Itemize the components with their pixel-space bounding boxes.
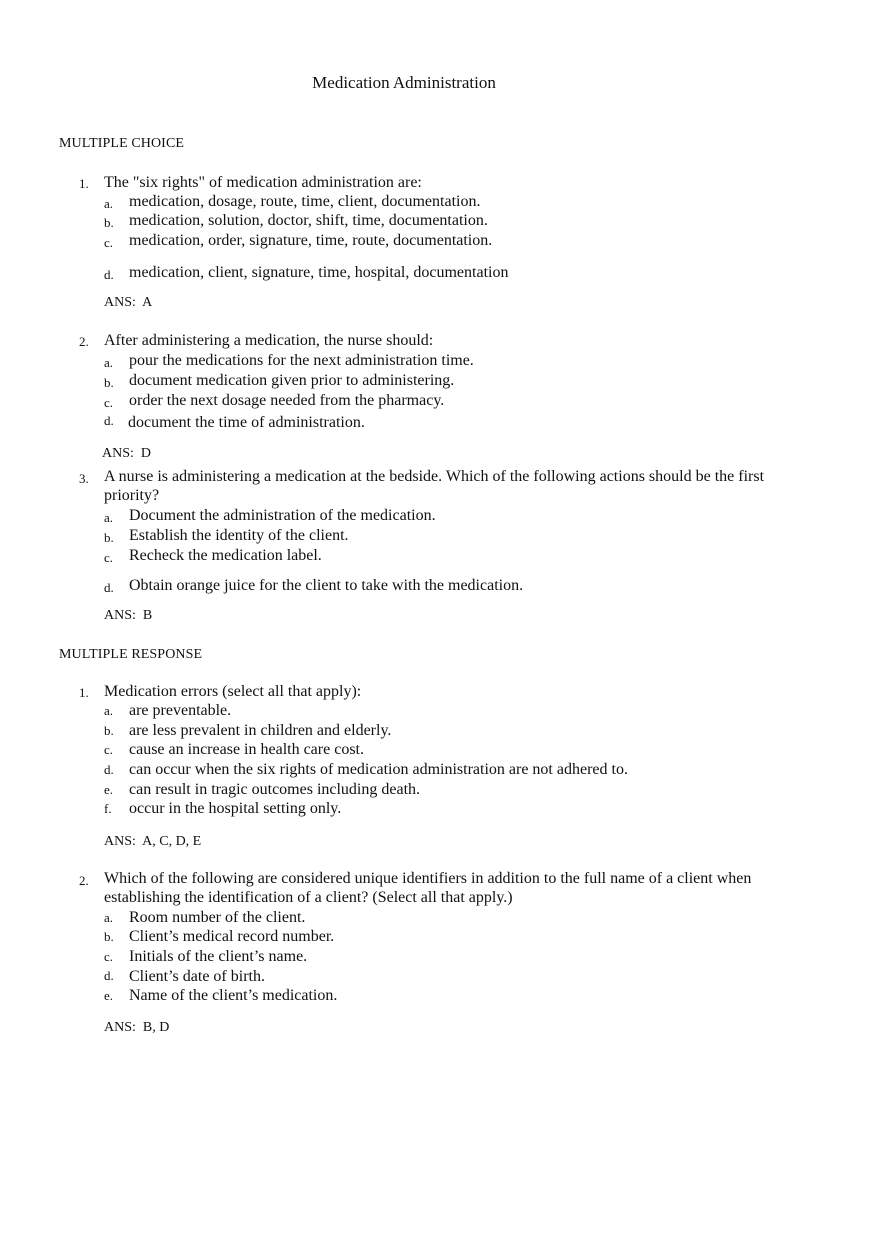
option-letter: c. <box>104 550 114 565</box>
option-letter: b. <box>104 215 114 230</box>
option-text: Client’s medical record number. <box>129 928 335 945</box>
section-heading-multiple-response: MULTIPLE RESPONSE <box>59 647 203 662</box>
option-letter: c. <box>104 395 114 410</box>
option-letter: a. <box>104 355 114 370</box>
option-text: Client’s date of birth. <box>129 968 265 985</box>
option-letter: c. <box>104 235 114 250</box>
option-letter: e. <box>104 988 114 1003</box>
option-text: pour the medications for the next administration time. <box>129 352 474 369</box>
option-text: are less prevalent in children and elderly. <box>129 722 392 739</box>
question-number: 2. <box>79 873 89 888</box>
option-text: medication, dosage, route, time, client, documentation. <box>129 193 481 210</box>
answer-key: ANS: D <box>102 446 152 461</box>
option-letter: f. <box>104 801 112 816</box>
option-text: document medication given prior to administering. <box>129 372 455 389</box>
question-stem: Which of the following are considered unique identifiers in addition to the full name of a client when establishing the identification of a client? (Select all that apply.) <box>104 870 752 906</box>
answer-key: ANS: B, D <box>104 1020 170 1035</box>
option-letter: c. <box>104 949 114 964</box>
option-letter: d. <box>104 267 114 282</box>
answer-key: ANS: B <box>104 608 153 623</box>
question-stem: The "six rights" of medication administration are: <box>104 174 422 191</box>
option-text: occur in the hospital setting only. <box>129 800 342 817</box>
question-number: 1. <box>79 685 89 700</box>
answer-key: ANS: A <box>104 295 153 310</box>
option-letter: a. <box>104 510 114 525</box>
option-letter: c. <box>104 742 114 757</box>
option-text: can occur when the six rights of medication administration are not adhered to. <box>129 761 628 778</box>
question-stem: Medication errors (select all that apply): <box>104 683 362 700</box>
option-letter: e. <box>104 782 114 797</box>
question-stem: After administering a medication, the nurse should: <box>104 332 434 349</box>
question-number: 1. <box>79 176 89 191</box>
option-letter: b. <box>104 929 114 944</box>
option-text: document the time of administration. <box>128 414 365 431</box>
option-letter: b. <box>104 375 114 390</box>
option-letter: a. <box>104 196 114 211</box>
option-letter: d. <box>104 580 114 595</box>
question-stem: A nurse is administering a medication at the bedside. Which of the following actions should be the first priority? <box>104 468 765 504</box>
option-letter: d. <box>104 968 114 983</box>
question-number: 3. <box>79 471 89 486</box>
option-text: cause an increase in health care cost. <box>129 741 364 758</box>
option-letter: b. <box>104 530 114 545</box>
option-text: Room number of the client. <box>129 909 306 926</box>
option-text: medication, solution, doctor, shift, time, documentation. <box>129 212 488 229</box>
option-letter: d. <box>104 762 114 777</box>
option-text: Establish the identity of the client. <box>129 527 349 544</box>
option-text: medication, order, signature, time, route, documentation. <box>129 232 493 249</box>
page-title: Medication Administration <box>312 73 496 92</box>
option-letter: d. <box>104 413 114 428</box>
option-text: Document the administration of the medication. <box>129 507 436 524</box>
option-text: Obtain orange juice for the client to take with the medication. <box>129 577 524 594</box>
option-text: Recheck the medication label. <box>129 547 322 564</box>
option-letter: a. <box>104 910 114 925</box>
option-text: Initials of the client’s name. <box>129 948 308 965</box>
option-letter: b. <box>104 723 114 738</box>
option-text: are preventable. <box>129 702 232 719</box>
answer-key: ANS: A, C, D, E <box>104 834 202 849</box>
option-text: order the next dosage needed from the pharmacy. <box>129 392 445 409</box>
option-text: can result in tragic outcomes including death. <box>129 781 421 798</box>
option-text: Name of the client’s medication. <box>129 987 338 1004</box>
option-letter: a. <box>104 703 114 718</box>
question-number: 2. <box>79 334 89 349</box>
option-text: medication, client, signature, time, hospital, documentation <box>129 264 509 281</box>
section-heading-multiple-choice: MULTIPLE CHOICE <box>59 136 185 151</box>
